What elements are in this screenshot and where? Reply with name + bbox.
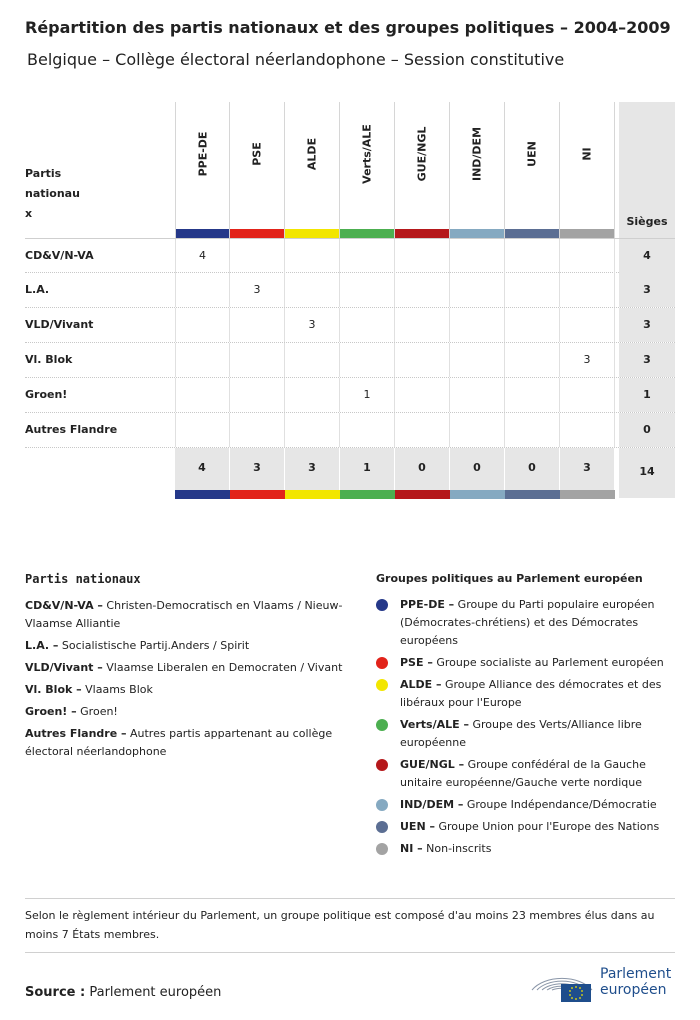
color-dot-icon bbox=[376, 759, 388, 771]
seat-total-cell: 3 bbox=[619, 343, 675, 377]
group-label: Verts/ALE bbox=[360, 124, 374, 184]
legend-desc: Autres partis appartenant au collège électoral néerlandophone bbox=[25, 727, 333, 758]
table-row bbox=[25, 413, 675, 448]
seat-total-cell: 4 bbox=[619, 239, 675, 273]
seat-cell bbox=[560, 239, 615, 273]
legend-desc: Groupe des Verts/Alliance libre européenne bbox=[400, 718, 642, 749]
group-color-bar bbox=[395, 229, 449, 238]
table-row bbox=[25, 378, 675, 413]
group-color-bar bbox=[560, 490, 615, 499]
seat-cell bbox=[505, 378, 560, 412]
legend-desc: Groupe Indépendance/Démocratie bbox=[463, 798, 657, 811]
seat-cell bbox=[505, 343, 560, 377]
seat-cell bbox=[395, 308, 450, 342]
group-total-cell: 3 bbox=[230, 448, 285, 490]
seat-total-cell: 1 bbox=[619, 378, 675, 412]
legend-item bbox=[376, 596, 676, 650]
party-name: Autres Flandre bbox=[25, 423, 118, 436]
political-groups-legend bbox=[376, 572, 676, 862]
legend-desc: Groupe Union pour l'Europe des Nations bbox=[434, 820, 660, 833]
source-value: Parlement européen bbox=[85, 985, 222, 1000]
group-total-cell: 1 bbox=[340, 448, 395, 490]
divider bbox=[25, 898, 675, 899]
group-color-bar bbox=[450, 229, 504, 238]
color-dot-icon bbox=[376, 821, 388, 833]
legend-item bbox=[376, 654, 676, 672]
group-color-bar bbox=[560, 229, 614, 238]
legend-desc: Groupe confédéral de la Gauche unitaire européenne/Gauche verte nordique bbox=[400, 758, 646, 789]
seat-cell bbox=[505, 273, 560, 307]
grand-total-cell: 14 bbox=[619, 448, 675, 498]
seat-cell bbox=[450, 308, 505, 342]
source-line bbox=[25, 985, 221, 1000]
group-column-header bbox=[560, 102, 615, 238]
page-title: Répartition des partis nationaux et des groupes politiques – 2004–2009 bbox=[25, 18, 671, 37]
legend-item bbox=[25, 703, 355, 721]
seat-cell bbox=[505, 308, 560, 342]
group-color-bar bbox=[340, 229, 394, 238]
legend-abbr: GUE/NGL – bbox=[400, 758, 465, 771]
bottom-color-bars bbox=[25, 490, 675, 499]
logo-text bbox=[600, 966, 671, 998]
color-dot-icon bbox=[376, 599, 388, 611]
table-header bbox=[25, 102, 675, 238]
group-color-bar bbox=[450, 490, 505, 499]
legend-desc: Non-inscrits bbox=[422, 842, 492, 855]
legend-item bbox=[376, 840, 676, 858]
legend-desc: Groen! bbox=[76, 705, 118, 718]
seat-cell bbox=[395, 239, 450, 273]
logo-text-line2: européen bbox=[600, 982, 667, 998]
seat-cell bbox=[450, 239, 505, 273]
seat-cell bbox=[285, 273, 340, 307]
legend-desc: Christen-Democratisch en Vlaams / Nieuw-Vlaamse Alliantie bbox=[25, 599, 343, 630]
color-dot-icon bbox=[376, 679, 388, 691]
color-dot-icon bbox=[376, 843, 388, 855]
legend-item bbox=[25, 681, 355, 699]
group-column-header bbox=[450, 102, 505, 238]
legend-item bbox=[376, 676, 676, 712]
legend-abbr: Autres Flandre – bbox=[25, 727, 127, 740]
legend-item bbox=[25, 725, 355, 761]
party-name: Vl. Blok bbox=[25, 353, 73, 366]
seat-cell bbox=[175, 273, 230, 307]
legend-abbr: IND/DEM – bbox=[400, 798, 464, 811]
legend-abbr: L.A. – bbox=[25, 639, 59, 652]
seat-cell: 3 bbox=[230, 273, 285, 307]
seat-cell bbox=[395, 273, 450, 307]
divider bbox=[25, 952, 675, 953]
seat-cell bbox=[230, 343, 285, 377]
legend-abbr: Vl. Blok – bbox=[25, 683, 82, 696]
color-dot-icon bbox=[376, 657, 388, 669]
seat-cell bbox=[450, 273, 505, 307]
table-row bbox=[25, 273, 675, 308]
seat-cell bbox=[340, 413, 395, 447]
party-name: VLD/Vivant bbox=[25, 318, 94, 331]
legend-abbr: PPE-DE – bbox=[400, 598, 455, 611]
group-label: IND/DEM bbox=[470, 126, 484, 182]
group-total-cell: 3 bbox=[560, 448, 615, 490]
group-total-cell: 0 bbox=[505, 448, 560, 490]
legend-abbr: Verts/ALE – bbox=[400, 718, 469, 731]
seat-cell bbox=[450, 378, 505, 412]
party-column-header: Partis nationau x bbox=[25, 167, 80, 220]
group-color-bar bbox=[230, 490, 285, 499]
seat-cell: 3 bbox=[285, 308, 340, 342]
seat-cell bbox=[560, 413, 615, 447]
color-dot-icon bbox=[376, 719, 388, 731]
group-label: UEN bbox=[525, 141, 539, 167]
political-groups-legend-title: Groupes politiques au Parlement européen bbox=[376, 572, 643, 585]
legend-item bbox=[376, 716, 676, 752]
group-label: GUE/NGL bbox=[415, 126, 429, 182]
legend-abbr: NI – bbox=[400, 842, 423, 855]
seat-cell bbox=[450, 413, 505, 447]
group-total-cell: 0 bbox=[450, 448, 505, 490]
group-color-bar bbox=[395, 490, 450, 499]
seat-cell bbox=[560, 378, 615, 412]
party-name: CD&V/N-VA bbox=[25, 249, 94, 262]
seat-cell bbox=[505, 239, 560, 273]
seats-column-header bbox=[619, 102, 675, 238]
group-column-header bbox=[175, 102, 230, 238]
seat-cell bbox=[505, 413, 560, 447]
seat-cell bbox=[560, 308, 615, 342]
group-column-header bbox=[340, 102, 395, 238]
party-name: L.A. bbox=[25, 283, 50, 296]
legend-item bbox=[25, 597, 355, 633]
group-label: PPE-DE bbox=[196, 131, 209, 177]
seat-cell bbox=[560, 273, 615, 307]
group-label: PSE bbox=[250, 142, 264, 166]
legend-item bbox=[25, 637, 355, 655]
legend-desc: Vlaams Blok bbox=[81, 683, 153, 696]
seat-cell bbox=[340, 308, 395, 342]
seat-cell bbox=[230, 413, 285, 447]
group-column-header bbox=[505, 102, 560, 238]
table-row bbox=[25, 238, 675, 273]
legend-abbr: CD&V/N-VA – bbox=[25, 599, 103, 612]
page-subtitle: Belgique – Collège électoral néerlandophone – Session constitutive bbox=[27, 50, 565, 69]
legend-abbr: UEN – bbox=[400, 820, 435, 833]
legend-abbr: VLD/Vivant – bbox=[25, 661, 103, 674]
seat-cell: 3 bbox=[560, 343, 615, 377]
group-color-bar bbox=[340, 490, 395, 499]
seat-table bbox=[25, 102, 675, 499]
table-row bbox=[25, 308, 675, 343]
seat-cell bbox=[340, 343, 395, 377]
party-name: Groen! bbox=[25, 388, 68, 401]
seat-cell bbox=[395, 378, 450, 412]
footnote: Selon le règlement intérieur du Parlement, un groupe politique est composé d'au moins 23 membres élus dans au moins 7 États membres. bbox=[25, 909, 655, 941]
seat-cell: 1 bbox=[340, 378, 395, 412]
group-color-bar bbox=[176, 229, 229, 238]
legend-abbr: ALDE – bbox=[400, 678, 442, 691]
legend-desc: Groupe socialiste au Parlement européen bbox=[432, 656, 664, 669]
group-column-header bbox=[230, 102, 285, 238]
legend-abbr: Groen! – bbox=[25, 705, 77, 718]
color-dot-icon bbox=[376, 799, 388, 811]
group-total-cell: 3 bbox=[285, 448, 340, 490]
group-color-bar bbox=[505, 490, 560, 499]
group-color-bar bbox=[505, 229, 559, 238]
seat-cell bbox=[230, 239, 285, 273]
table-row bbox=[25, 343, 675, 378]
seat-cell bbox=[340, 273, 395, 307]
group-color-bar bbox=[285, 229, 339, 238]
seat-cell bbox=[285, 239, 340, 273]
seats-header-label: Sièges bbox=[626, 215, 668, 228]
seat-cell bbox=[175, 308, 230, 342]
legend-desc: Groupe du Parti populaire européen (Démocrates-chrétiens) et des Démocrates européens bbox=[400, 598, 655, 647]
legend-desc: Socialistische Partij.Anders / Spirit bbox=[58, 639, 250, 652]
group-total-cell: 4 bbox=[175, 448, 230, 490]
legend-item bbox=[376, 796, 676, 814]
seat-cell bbox=[230, 378, 285, 412]
group-column-header bbox=[285, 102, 340, 238]
group-total-cell: 0 bbox=[395, 448, 450, 490]
seat-cell bbox=[285, 378, 340, 412]
seat-cell bbox=[340, 239, 395, 273]
legend-item bbox=[25, 659, 355, 677]
group-label: NI bbox=[580, 147, 594, 161]
seat-cell: 4 bbox=[175, 239, 230, 273]
seat-cell bbox=[395, 413, 450, 447]
group-color-bar bbox=[230, 229, 284, 238]
seat-cell bbox=[285, 413, 340, 447]
seat-total-cell: 3 bbox=[619, 273, 675, 307]
legend-desc: Vlaamse Liberalen en Democraten / Vivant bbox=[102, 661, 343, 674]
legend-desc: Groupe Alliance des démocrates et des libéraux pour l'Europe bbox=[400, 678, 662, 709]
totals-row bbox=[25, 448, 675, 490]
seat-cell bbox=[175, 413, 230, 447]
seat-total-cell: 0 bbox=[619, 413, 675, 447]
seat-cell bbox=[175, 378, 230, 412]
seat-cell bbox=[175, 343, 230, 377]
group-color-bar bbox=[285, 490, 340, 499]
seat-cell bbox=[285, 343, 340, 377]
logo-text-line1: Parlement bbox=[600, 966, 672, 982]
group-column-header bbox=[395, 102, 450, 238]
source-label: Source : bbox=[25, 985, 86, 1000]
seat-cell bbox=[395, 343, 450, 377]
seat-cell bbox=[230, 308, 285, 342]
legend-item bbox=[376, 756, 676, 792]
national-parties-legend bbox=[25, 572, 355, 765]
national-parties-legend-title: Partis nationaux bbox=[25, 572, 141, 586]
group-label: ALDE bbox=[305, 137, 319, 171]
seat-total-cell: 3 bbox=[619, 308, 675, 342]
seat-cell bbox=[450, 343, 505, 377]
group-color-bar bbox=[175, 490, 230, 499]
legend-abbr: PSE – bbox=[400, 656, 433, 669]
legend-item bbox=[376, 818, 676, 836]
